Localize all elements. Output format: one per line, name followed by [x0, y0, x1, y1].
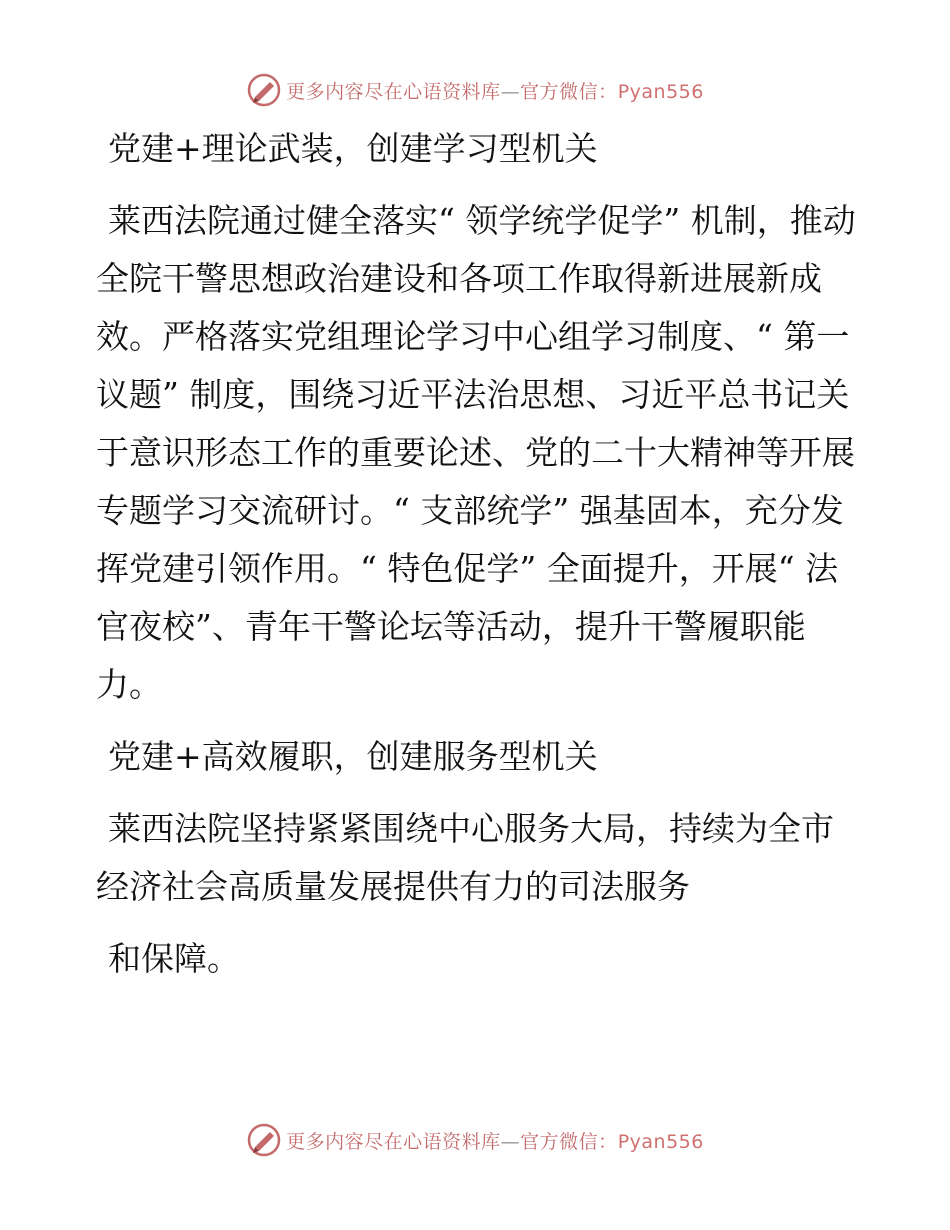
- section-paragraph-2-text: 莱西法院坚持紧紧围绕中心服务大局，持续为全市经济社会高质量发展提供有力的司法服务: [96, 809, 834, 906]
- header-watermark: [0, 70, 950, 110]
- section-heading-1: 党建+理论武装，创建学习型机关: [108, 129, 598, 168]
- watermark-official-label: 官方微信：: [520, 80, 618, 103]
- document-body: [96, 120, 856, 988]
- watermark-brand: 更多内容尽在心语资料库: [286, 1130, 501, 1153]
- section-paragraph-2: [96, 800, 856, 916]
- section-heading-2: 党建+高效履职，创建服务型机关: [108, 737, 598, 776]
- watermark-wechat-id: Pyan556: [617, 80, 704, 103]
- watermark-brand: 更多内容尽在心语资料库: [286, 80, 501, 103]
- section-paragraph-1-text: 莱西法院通过健全落实“ 领学统学促学” 机制，推动全院干警思想政治建设和各项工作取得新进展新成效。严格落实党组理论学习中心组学习制度、“ 第一议题” 制度，围绕习近平法治思想、习近平总书记关于意识形态工作的重要论述、党的二十大精神等开展专题学习交流研讨。“ 支部统学” 强基固本，充分发挥党建引领作用。“ 特色促学” 全面提升，开展“ 法官夜校”、青年干警论坛等活动，提升干警履职能力。: [96, 201, 856, 704]
- section-paragraph-2-tail: 和保障。: [108, 939, 240, 978]
- watermark-text: [286, 1127, 704, 1154]
- footer-watermark: [0, 1120, 950, 1160]
- section-paragraph-1: [96, 192, 856, 714]
- pen-logo-icon: [246, 72, 282, 108]
- watermark-official-label: 官方微信：: [520, 1130, 618, 1153]
- watermark-text: [286, 77, 704, 104]
- pen-logo-icon: [246, 1122, 282, 1158]
- watermark-wechat-id: Pyan556: [617, 1130, 704, 1153]
- watermark-separator: —: [500, 80, 521, 103]
- watermark-separator: —: [500, 1130, 521, 1153]
